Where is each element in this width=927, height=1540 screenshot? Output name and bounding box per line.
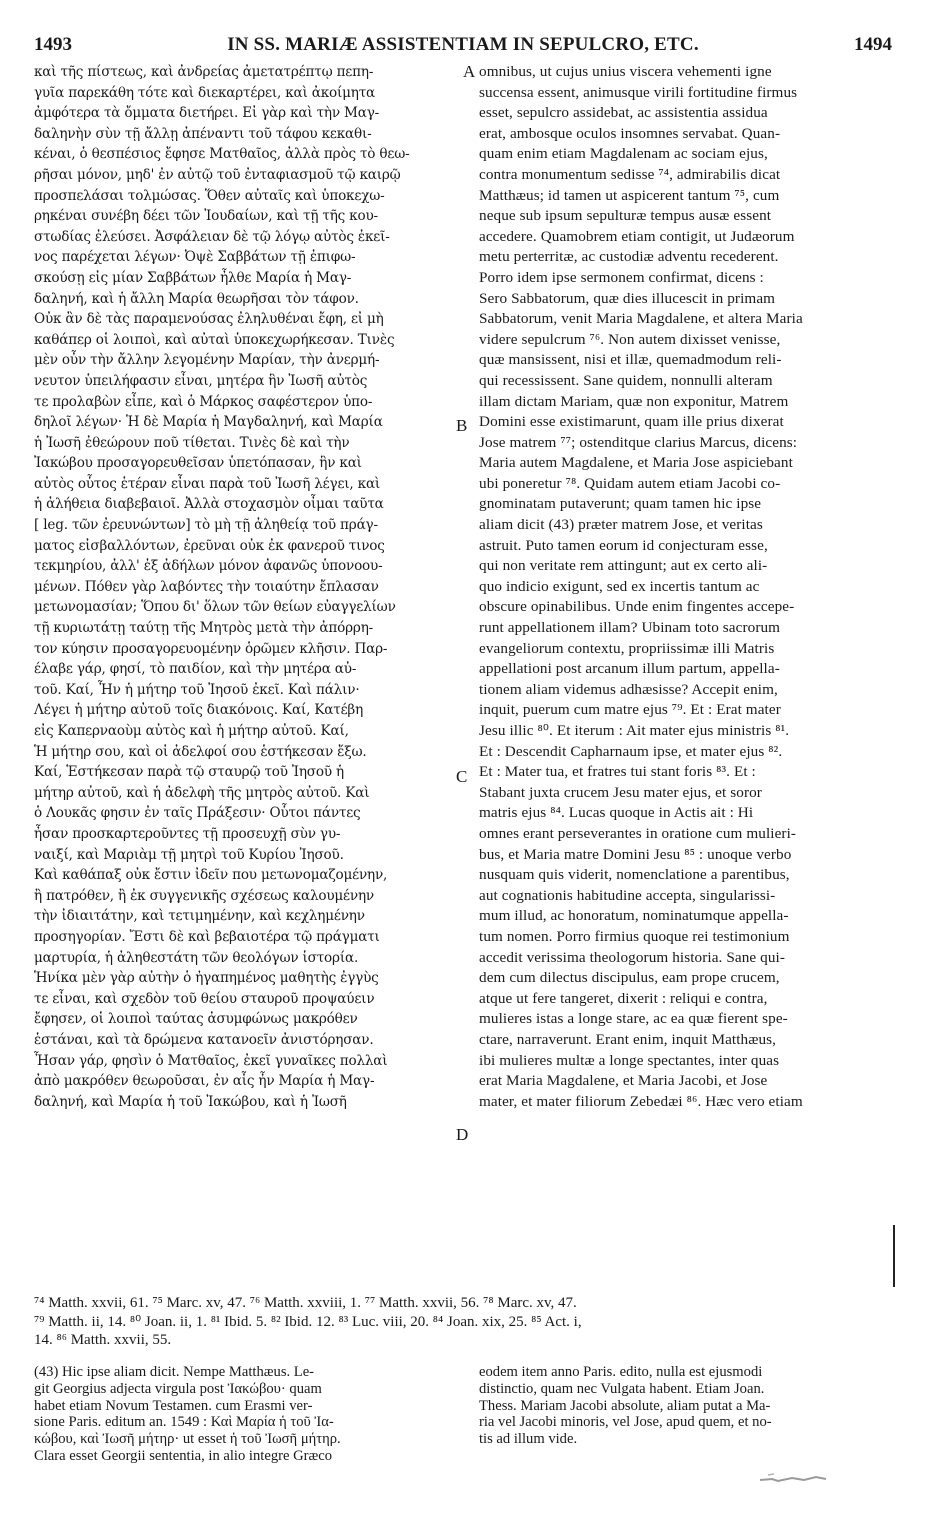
latin-text-line: Sabbatorum, venit Maria Magdalene, et altera Maria bbox=[479, 310, 803, 328]
note-line: habet etiam Novum Testamen. cum Erasmi ver- bbox=[34, 1397, 313, 1414]
greek-text-line: τε εἶναι, καὶ σχεδὸν τοῦ θείου σταυροῦ προψαύειν bbox=[34, 990, 375, 1007]
latin-text-line: Jesu illic ⁸⁰. Et iterum : Ait mater ejus ministris ⁸¹. bbox=[479, 722, 790, 739]
greek-text-line: καθάπερ οἱ λοιποὶ, καὶ αὐταὶ ὑποκεχωρήκεσαν. Τινὲς bbox=[34, 331, 395, 348]
latin-text-line: illam dictam Mariam, quæ non exponitur, Matrem bbox=[479, 392, 789, 410]
greek-text-line: μήτηρ αὐτοῦ, καὶ ἡ ἀδελφὴ τῆς μητρὸς αὐτοῦ. Καὶ bbox=[34, 784, 370, 801]
latin-text-line: Stabant juxta crucem Jesu mater ejus, et soror bbox=[479, 783, 762, 801]
latin-text-line: quo indicio exigunt, sed ex incertis tantum ac bbox=[479, 577, 760, 595]
latin-text-line: Sero Sabbatorum, quæ dies illucescit in primam bbox=[479, 289, 776, 307]
greek-text-line: Οὐκ ἂν δὲ τὰς παραμενούσας ἐληλυθέναι ἔφη, εἰ μὴ bbox=[34, 311, 384, 328]
greek-text-line: Ἡ μήτηρ σου, καὶ οἱ ἀδελφοί σου ἑστήκεσαν ἔξω. bbox=[34, 743, 367, 760]
greek-text-line: Λέγει ἡ μήτηρ αὐτοῦ τοῖς διακόνοις. Καί, Κατέβη bbox=[34, 702, 364, 719]
editor-notes-right bbox=[479, 1364, 892, 1448]
note-line: Clara esset Georgii sententia, in alio integre Græco bbox=[34, 1447, 333, 1464]
greek-text-line: ἀπὸ μακρόθεν θεωροῦσαι, ἐν αἷς ἦν Μαρία ἡ Μαγ- bbox=[34, 1073, 375, 1090]
editor-notes-left bbox=[34, 1364, 458, 1465]
greek-text-line: κέναι, ὁ θεσπέσιος ἔφησε Ματθαῖος, ἀλλὰ πρὸς τὸ θεω- bbox=[34, 146, 410, 163]
latin-text-line: appellationi post arcanum illum partum, appella- bbox=[479, 660, 780, 678]
latin-text-line: succensa essent, animusque virili fortitudine firmus bbox=[479, 83, 798, 101]
greek-text-line: [ leg. τῶν ἐρευνώντων] τὸ μὴ τῇ ἀληθείᾳ τοῦ πράγ- bbox=[34, 517, 378, 534]
latin-text-line: neque sub ipsum sepulturæ tempus ausæ essent bbox=[479, 207, 772, 225]
latin-text-line: ibi mulieres multæ a longe spectantes, inter quas bbox=[479, 1051, 780, 1069]
latin-text-line: matris ejus ⁸⁴. Lucas quoque in Actis ait : Hi bbox=[479, 804, 754, 822]
latin-text-line: Domini esse existimarunt, quam ille prius dixerat bbox=[479, 413, 784, 431]
note-line: sione Paris. editum an. 1549 : Καὶ Μαρία ἡ τοῦ Ἰα- bbox=[34, 1414, 334, 1431]
greek-text-line: Καὶ καθάπαξ οὐκ ἔστιν ἰδεῖν που μετωνομαζομένην, bbox=[34, 867, 388, 884]
greek-text-line: εἰς Καπερναοὺμ αὐτὸς καὶ ἡ μήτηρ αὐτοῦ. Καί, bbox=[34, 723, 349, 739]
latin-text-line: Et : Mater tua, et fratres tui stant foris ⁸³. Et : bbox=[479, 763, 756, 781]
greek-text-line: ρηκέναι συνέβη δέει τῶν Ἰουδαίων, καὶ τῇ τῆς κου- bbox=[34, 208, 378, 225]
greek-text-line: τε προλαβὼν εἶπε, καὶ ὁ Μάρκος σαφέστερον ὑπο- bbox=[34, 393, 373, 410]
greek-text-line: έλαβε γάρ, φησί, τὸ παιδίον, καὶ τὴν μητέρα αὐ- bbox=[34, 661, 357, 678]
latin-text-line: tum nomen. Porro firmius quoque rei testimonium bbox=[479, 927, 790, 945]
greek-text-line: Καί, Ἑστήκεσαν παρὰ τῷ σταυρῷ τοῦ Ἰησοῦ ἡ bbox=[34, 764, 344, 781]
latin-text-line: Et : Descendit Capharnaum ipse, et mater ejus ⁸². bbox=[479, 742, 783, 760]
greek-text-line: ἡ ἀλήθεια διαβεβαιοῖ. Ἀλλὰ στοχασμὸν οἶμαι ταῦτα bbox=[34, 496, 384, 513]
page-header bbox=[34, 34, 892, 64]
greek-text-line: δαληνὴν σὺν τῇ ἄλλῃ ἀπέναντι τοῦ τάφου κεκαθι- bbox=[34, 125, 372, 142]
note-line: distinctio, quam nec Vulgata habent. Etiam Joan. bbox=[479, 1380, 765, 1397]
latin-text-line: esset, sepulcro assidebat, ac assistentia assidua bbox=[479, 104, 768, 122]
note-line: Thess. Mariam Jacobi absolute, aliam putat a Ma- bbox=[479, 1397, 771, 1414]
latin-column bbox=[479, 62, 892, 1112]
footnote-line: ⁷⁴ Matth. xxvii, 61. ⁷⁵ Marc. xv, 47. ⁷⁶ Matth. xxviii, 1. ⁷⁷ Matth. xxvii, 56. ⁷⁸ Marc. xv, 47. bbox=[34, 1295, 577, 1311]
margin-letter-a: A bbox=[463, 62, 476, 81]
greek-text-line: ματος εἰσβαλλόντων, ἐρεῦναι οὐκ ἐκ φανεροῦ τινος bbox=[34, 537, 385, 554]
latin-text-line: quæ mansissent, nisi et illæ, quemadmodum reli- bbox=[479, 351, 782, 369]
greek-text-line: νος παρέχεται λέγων· Ὀψὲ Σαββάτων τῇ ἐπιφω- bbox=[34, 249, 356, 266]
greek-text-line: στωδίας ἐλεύσει. Ἀσφάλειαν δὲ τῷ λόγῳ αὐτὸς ἐκεῖ- bbox=[34, 228, 390, 245]
greek-text-line: ρῆσαι μόνον, μηδ' ἐν αὐτῷ τοῦ ἐνταφιασμοῦ τῷ καιρῷ bbox=[34, 166, 401, 183]
latin-text-line: atque ut fere tangeret, dixerit : reliqui e contra, bbox=[479, 989, 768, 1007]
latin-text-line: obscure opinabilibus. Unde enim fingentes accepe- bbox=[479, 598, 795, 616]
margin-letter-b: B bbox=[456, 416, 468, 435]
greek-text-line: αὐτὸς οὗτος ἑτέραν εἶναι παρὰ τοῦ Ἰωσῆ λέγει, καὶ bbox=[34, 475, 381, 492]
latin-text-line: Porro idem ipse sermonem confirmat, dicens : bbox=[479, 268, 764, 286]
greek-text-line: Ἡνίκα μὲν γὰρ αὐτὴν ὁ ἠγαπημένος μαθητὴς ἐγγὺς bbox=[34, 970, 379, 987]
greek-text-line: τεκμηρίου, ἀλλ' ἐξ ἀδήλων μόνον ἀφανῶς ὑπονοου- bbox=[34, 558, 383, 575]
latin-text-line: ubi poneretur ⁷⁸. Quidam autem etiam Jacobi co- bbox=[479, 474, 781, 492]
latin-text-line: accedit verissima theologorum historia. Sane qui- bbox=[479, 948, 786, 966]
greek-text-line: σκούσῃ εἰς μίαν Σαββάτων ἦλθε Μαρία ἡ Μαγ- bbox=[34, 269, 352, 286]
greek-text-line: τῇ κυριωτάτῃ ταύτῃ τῆς Μητρὸς μετὰ τὴν ἀπόρρη- bbox=[34, 620, 374, 637]
latin-text-line: mulieres istas a longe stare, ac ea quæ fierent spe- bbox=[479, 1010, 788, 1028]
latin-text-line: accedere. Quamobrem etiam contigit, ut Judæorum bbox=[479, 227, 795, 245]
note-line: tis ad illum vide. bbox=[479, 1431, 578, 1448]
greek-column bbox=[34, 62, 458, 1112]
latin-text-line: Jose matrem ⁷⁷; ostenditque clarius Marcus, dicens: bbox=[479, 433, 798, 451]
greek-text-line: ἢ πατρόθεν, ἢ ἐκ συγγενικῆς σχέσεως καλουμένην bbox=[34, 887, 374, 904]
greek-text-line: μὲν οὖν τὴν ἄλλην λεγομένην Μαρίαν, τὴν ἀνερμή- bbox=[34, 352, 380, 369]
latin-text-line: gnominatam putaverunt; quam tamen hic ipse bbox=[479, 495, 762, 513]
margin-letter-c: C bbox=[456, 767, 468, 786]
greek-text-line: νευτον ὑπειλήφασιν εἶναι, μητέρα ἣν Ἰωσῆ αὐτὸς bbox=[34, 372, 368, 389]
running-title: IN SS. MARIÆ ASSISTENTIAM IN SEPULCRO, ETC. bbox=[227, 34, 699, 55]
print-smudge bbox=[758, 1470, 828, 1484]
greek-text-line: τοῦ. Καί, Ἦν ἡ μήτηρ τοῦ Ἰησοῦ ἐκεῖ. Καὶ πάλιν· bbox=[34, 681, 360, 698]
footnote-line: 14. ⁸⁶ Matth. xxvii, 55. bbox=[34, 1332, 172, 1348]
note-line: κώβου, καὶ Ἰωσῆ μήτηρ· ut esset ἡ τοῦ Ἰωσῆ μήτηρ. bbox=[34, 1431, 341, 1448]
footnotes bbox=[34, 1294, 894, 1350]
greek-text-line: μαρτυρία, ἡ ἀληθεστάτη τῶν θεολόγων ἱστορία. bbox=[34, 949, 359, 966]
latin-text-line: omnibus, ut cujus unius viscera vehementi igne bbox=[479, 63, 772, 80]
greek-text-line: δαληνή, καὶ Μαρία ἡ τοῦ Ἰακώβου, καὶ ἡ Ἰωσῆ bbox=[34, 1093, 347, 1110]
latin-text-line: bus, et Maria matre Domini Jesu ⁸⁵ : unoque verbo bbox=[479, 845, 792, 863]
latin-text-line: ctare, narraverunt. Erant enim, inquit Matthæus, bbox=[479, 1030, 777, 1048]
latin-text-line: runt appellationem illam? Ubinam toto sacrorum bbox=[479, 619, 781, 637]
latin-text-line: Matthæus; id tamen ut aspicerent tantum ⁷⁵, cum bbox=[479, 186, 780, 204]
greek-text-line: προσπελάσαι τολμώσας. Ὅθεν αὐταῖς καὶ ὑποκεχω- bbox=[34, 187, 385, 204]
greek-text-line: ἡ Ἰωσῆ ἐθεώρουν ποῦ τίθεται. Τινὲς δὲ καὶ τὴν bbox=[34, 434, 350, 451]
latin-text-line: contra monumentum sedisse ⁷⁴, admirabilis dicat bbox=[479, 165, 781, 183]
greek-text-line: ἑστάναι, καὶ τὰ δρώμενα κατανοεῖν ἀνιστόρησαν. bbox=[34, 1031, 374, 1048]
margin-rule bbox=[893, 1225, 895, 1287]
greek-text-line: ἦσαν προσκαρτεροῦντες τῇ προσευχῇ σὺν γυ- bbox=[34, 825, 341, 842]
latin-text-line: aliam dicit (43) præter matrem Jose, et veritas bbox=[479, 516, 763, 534]
latin-text-line: omnes erant perseverantes in oratione cum mulieri- bbox=[479, 824, 797, 842]
latin-text-line: mater, et mater filiorum Zebedæi ⁸⁶. Hæc vero etiam bbox=[479, 1092, 803, 1110]
latin-text-line: metu perterritæ, ac custodiæ adventu recederent. bbox=[479, 248, 779, 266]
latin-text-line: evangeliorum contextu, propriissimæ illi Matris bbox=[479, 639, 775, 657]
note-line: git Georgius adjecta virgula post Ἰακώβου· quam bbox=[34, 1380, 322, 1397]
greek-text-line: τον κύησιν προσαγορευομένην ὁρῶμεν κλῆσιν. Παρ- bbox=[34, 640, 388, 657]
latin-text-line: astruit. Puto tamen eorum id conjecturam esse, bbox=[479, 536, 768, 554]
latin-text-line: mum illud, ac honoratum, nominatumque appella- bbox=[479, 907, 789, 925]
note-line: ria vel Jacobi minoris, vel Jose, apud quem, et no- bbox=[479, 1414, 772, 1431]
greek-text-line: Ἰακώβου προσαγορευθεῖσαν ὑπετόπασαν, ἣν καὶ bbox=[34, 455, 362, 472]
latin-text-line: inquit, puerum cum matre ejus ⁷⁹. Et : Erat mater bbox=[479, 701, 781, 719]
greek-text-line: ὁ Λουκᾶς φησιν ἐν ταῖς Πράξεσιν· Οὗτοι πάντες bbox=[34, 805, 361, 822]
greek-text-line: Ἦσαν γάρ, φησὶν ὁ Ματθαῖος, ἐκεῖ γυναῖκες πολλαὶ bbox=[34, 1052, 388, 1069]
note-line: (43) Hic ipse aliam dicit. Nempe Matthæus. Le- bbox=[34, 1364, 315, 1380]
latin-text-line: erat, ambosque oculos insomnes servabat. Quan- bbox=[479, 124, 781, 142]
greek-text-line: προσηγορίαν. Ἔστι δὲ καὶ βεβαιοτέρα τῷ πράγματι bbox=[34, 928, 380, 945]
latin-text-line: qui non veritate rem attingunt; aut ex certo ali- bbox=[479, 557, 768, 575]
latin-text-line: nusquam quis viderit, nomenclatione a parentibus, bbox=[479, 866, 790, 884]
greek-text-line: δαληνή, καὶ ἡ ἄλλη Μαρία θεωρῆσαι τὸν τάφον. bbox=[34, 290, 359, 307]
greek-text-line: τὴν ἰδιαιτάτην, καὶ τετιμημένην, καὶ κεχλημένην bbox=[34, 908, 365, 925]
greek-text-line: δηλοῖ λέγων· Ἡ δὲ Μαρία ἡ Μαγδαληνή, καὶ Μαρία bbox=[34, 414, 383, 431]
greek-text-line: ἀμφότερα τὰ ὄμματα διετήρει. Εἰ γὰρ καὶ τὴν Μαγ- bbox=[34, 105, 380, 122]
latin-text-line: quam enim etiam Magdalenam ac sociam ejus, bbox=[479, 145, 768, 163]
latin-text-line: qui recessissent. Sane quidem, nonnulli alteram bbox=[479, 371, 773, 389]
latin-text-line: Maria autem Magdalene, et Maria Jose aspiciebant bbox=[479, 454, 793, 472]
latin-text-line: tionem aliam videmus adhæsisse? Accepit enim, bbox=[479, 680, 778, 698]
page-number-right: 1494 bbox=[854, 34, 892, 55]
latin-text-line: dem cum dilectus discipulus, eam prope crucem, bbox=[479, 969, 780, 987]
greek-text-line: μετωνομασίαν; Ὅπου δι' ὅλων τῶν θείων εὐαγγελίων bbox=[34, 599, 396, 616]
page-number-left: 1493 bbox=[34, 34, 72, 55]
greek-text-line: καὶ τῆς πίστεως, καὶ ἀνδρείας ἀμετατρέπτῳ πεπη- bbox=[34, 64, 374, 80]
greek-text-line: μένων. Πόθεν γὰρ λαβόντες τὴν τοιαύτην ἔπλασαν bbox=[34, 578, 379, 595]
greek-text-line: γυῖα παρεκάθη τότε καὶ διεκαρτέρει, καὶ ἀκοίμητα bbox=[34, 84, 375, 101]
footnote-line: ⁷⁹ Matth. ii, 14. ⁸⁰ Joan. ii, 1. ⁸¹ Ibid. 5. ⁸² Ibid. 12. ⁸³ Luc. viii, 20. ⁸⁴ Joan. xix, 25. ⁸⁵ Act. i, bbox=[34, 1313, 582, 1330]
greek-text-line: ναιξί, καὶ Μαριὰμ τῇ μητρὶ τοῦ Κυρίου Ἰησοῦ. bbox=[34, 846, 344, 863]
note-line: eodem item anno Paris. edito, nulla est ejusmodi bbox=[479, 1364, 763, 1380]
greek-text-line: ἔφησεν, οἱ λοιποὶ ταύτας ἀσυμφώνως μακρόθεν bbox=[34, 1011, 358, 1028]
latin-text-line: aut cognationis habitudine accepta, singularissi- bbox=[479, 886, 776, 904]
latin-text-line: erat Maria Magdalene, et Maria Jacobi, et Jose bbox=[479, 1072, 768, 1090]
latin-text-line: videre sepulcrum ⁷⁶. Non autem dixisset venisse, bbox=[479, 330, 781, 348]
margin-letter-d: D bbox=[456, 1125, 469, 1144]
